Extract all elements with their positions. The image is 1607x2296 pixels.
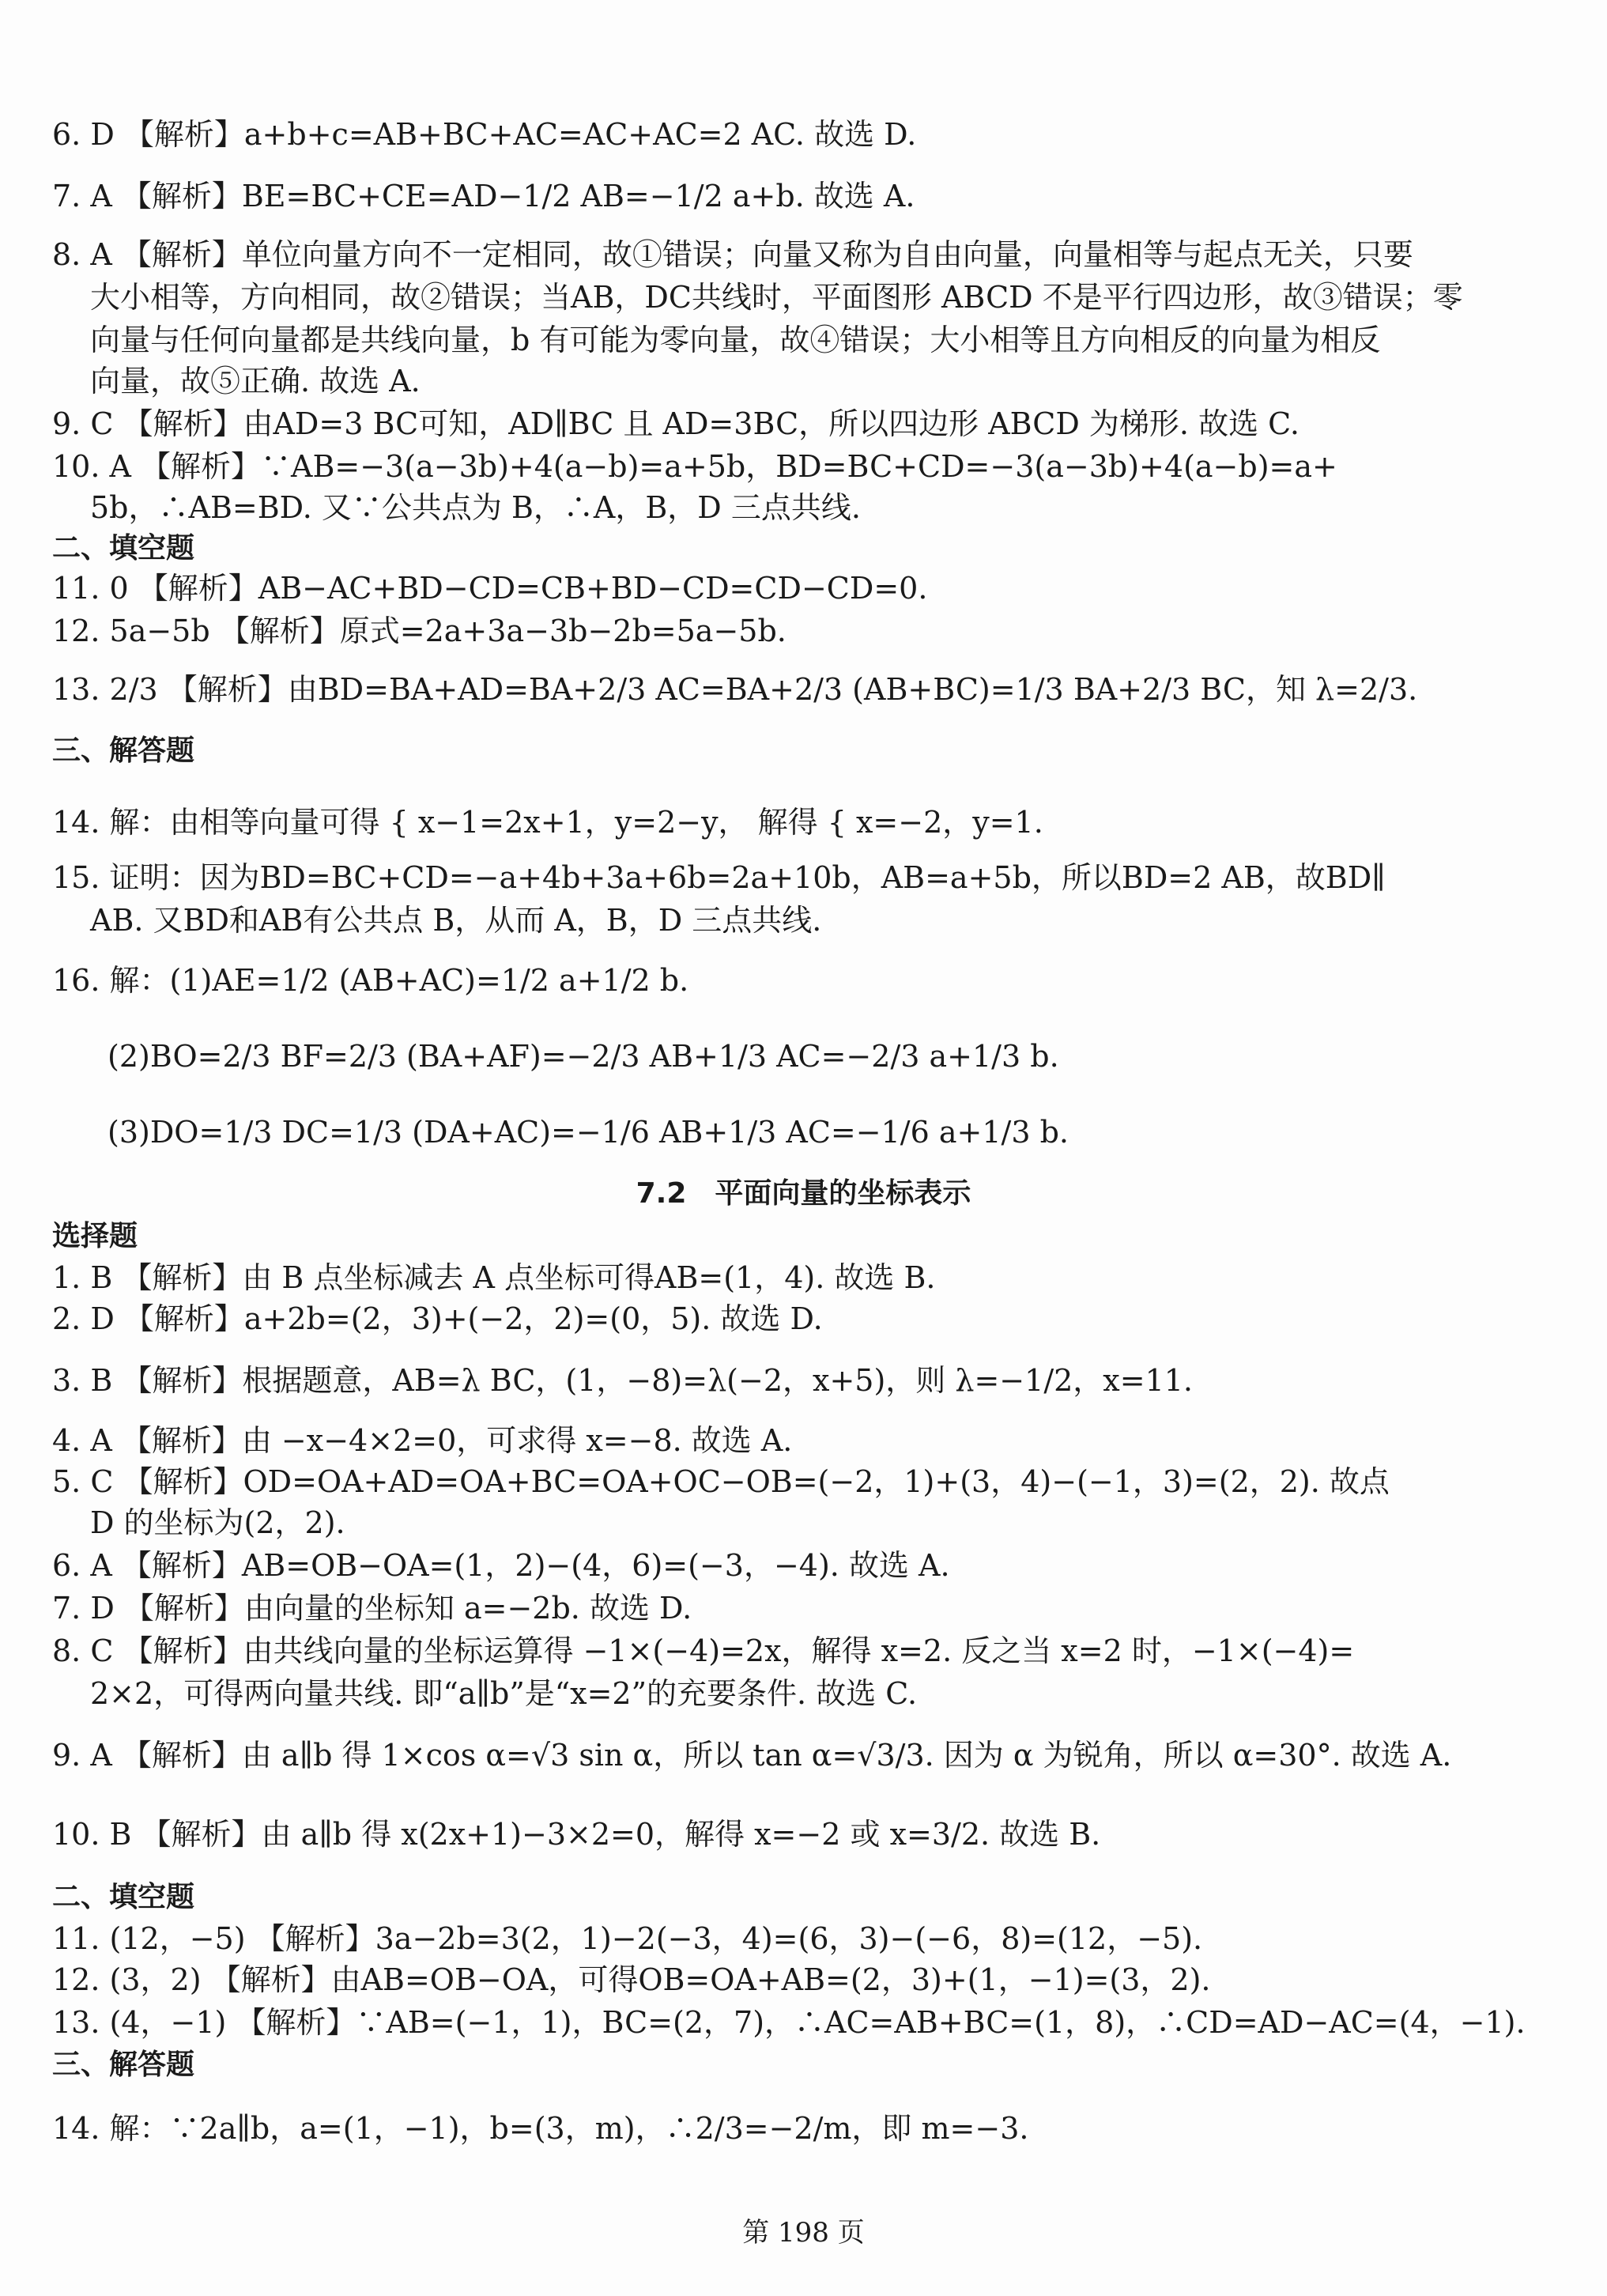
answer-line: 5. C 【解析】OD=OA+AD=OA+BC=OA+OC−OB=(−2，1)+(3，4)−(−1，3)=(2，2). 故点	[52, 1464, 1390, 1499]
answer-line: 12. (3，2) 【解析】由AB=OB−OA，可得OB=OA+AB=(2，3)+(1，−1)=(3，2).	[52, 1962, 1211, 1997]
answer-line: (3)DO=1/3 DC=1/3 (DA+AC)=−1/6 AB+1/3 AC=−1/6 a+1/3 b.	[108, 1115, 1069, 1150]
answer-line: 10. B 【解析】由 a∥b 得 x(2x+1)−3×2=0，解得 x=−2 或 x=3/2. 故选 B.	[52, 1817, 1101, 1852]
page-number: 第 198 页	[742, 2217, 865, 2249]
answer-line: 1. B 【解析】由 B 点坐标减去 A 点坐标可得AB=(1，4). 故选 B.	[52, 1260, 936, 1295]
answer-line: 15. 证明：因为BD=BC+CD=−a+4b+3a+6b=2a+10b，AB=a+5b，所以BD=2 AB，故BD∥	[52, 860, 1386, 895]
section-title: 7.2 平面向量的坐标表示	[636, 1177, 971, 1210]
answer-line: 2. D 【解析】a+2b=(2，3)+(−2，2)=(0，5). 故选 D.	[52, 1301, 823, 1336]
section-heading: 选择题	[52, 1220, 138, 1252]
section-heading: 三、解答题	[52, 2049, 195, 2081]
answer-line: 3. B 【解析】根据题意，AB=λ BC，(1，−8)=λ(−2，x+5)，则 λ=−1/2，x=11.	[52, 1363, 1193, 1398]
answer-line: AB. 又BD和AB有公共点 B，从而 A，B，D 三点共线.	[90, 903, 822, 938]
answer-line: 13. 2/3 【解析】由BD=BA+AD=BA+2/3 AC=BA+2/3 (AB+BC)=1/3 BA+2/3 BC，知 λ=2/3.	[52, 672, 1418, 707]
answer-line: 5b，∴AB=BD. 又∵公共点为 B，∴A，B，D 三点共线.	[90, 490, 861, 525]
answer-line: 14. 解：∵2a∥b，a=(1，−1)，b=(3，m)，∴2/3=−2/m，即 m=−3.	[52, 2111, 1029, 2146]
answer-line: 向量与任何向量都是共线向量，b 有可能为零向量，故④错误；大小相等且方向相反的向量为相反	[90, 323, 1381, 357]
answer-line: 7. A 【解析】BE=BC+CE=AD−1/2 AB=−1/2 a+b. 故选 A.	[52, 179, 915, 213]
answer-line: D 的坐标为(2，2).	[90, 1505, 345, 1540]
answer-line: 9. C 【解析】由AD=3 BC可知，AD∥BC 且 AD=3BC，所以四边形 ABCD 为梯形. 故选 C.	[52, 406, 1300, 441]
answer-line: 4. A 【解析】由 −x−4×2=0，可求得 x=−8. 故选 A.	[52, 1423, 793, 1458]
answer-line: 6. A 【解析】AB=OB−OA=(1，2)−(4，6)=(−3，−4). 故选 A.	[52, 1548, 950, 1583]
answer-line: 2×2，可得两向量共线. 即“a∥b”是“x=2”的充要条件. 故选 C.	[90, 1676, 918, 1711]
answer-line: 16. 解：(1)AE=1/2 (AB+AC)=1/2 a+1/2 b.	[52, 963, 689, 998]
answer-line: 8. A 【解析】单位向量方向不一定相同，故①错误；向量又称为自由向量，向量相等与起点无关，只要	[52, 237, 1413, 272]
section-heading: 二、填空题	[52, 1881, 195, 1913]
answer-line: 11. (12，−5) 【解析】3a−2b=3(2，1)−2(−3，4)=(6，3)−(−6，8)=(12，−5).	[52, 1921, 1203, 1956]
answer-line: 12. 5a−5b 【解析】原式=2a+3a−3b−2b=5a−5b.	[52, 614, 787, 648]
answer-line: (2)BO=2/3 BF=2/3 (BA+AF)=−2/3 AB+1/3 AC=−2/3 a+1/3 b.	[108, 1039, 1059, 1074]
answer-line: 14. 解：由相等向量可得 { x−1=2x+1，y=2−y， 解得 { x=−2，y=1.	[52, 805, 1043, 840]
answer-line: 6. D 【解析】a+b+c=AB+BC+AC=AC+AC=2 AC. 故选 D.	[52, 117, 917, 152]
answer-line: 大小相等，方向相同，故②错误；当AB，DC共线时，平面图形 ABCD 不是平行四边形，故③错误；零	[90, 280, 1463, 315]
answer-line: 13. (4，−1) 【解析】∵AB=(−1，1)，BC=(2，7)，∴AC=AB+BC=(1，8)，∴CD=AD−AC=(4，−1).	[52, 2005, 1526, 2040]
answer-line: 8. C 【解析】由共线向量的坐标运算得 −1×(−4)=2x，解得 x=2. 反之当 x=2 时，−1×(−4)=	[52, 1633, 1355, 1668]
answer-line: 11. 0 【解析】AB−AC+BD−CD=CB+BD−CD=CD−CD=0.	[52, 571, 928, 606]
section-heading: 二、填空题	[52, 532, 195, 565]
answer-line: 9. A 【解析】由 a∥b 得 1×cos α=√3 sin α，所以 tan α=√3/3. 因为 α 为锐角，所以 α=30°. 故选 A.	[52, 1738, 1452, 1773]
answer-line: 10. A 【解析】∵AB=−3(a−3b)+4(a−b)=a+5b，BD=BC+CD=−3(a−3b)+4(a−b)=a+	[52, 449, 1337, 484]
answer-line: 7. D 【解析】由向量的坐标知 a=−2b. 故选 D.	[52, 1591, 692, 1626]
answer-line: 向量，故⑤正确. 故选 A.	[90, 364, 421, 398]
section-heading: 三、解答题	[52, 734, 195, 767]
